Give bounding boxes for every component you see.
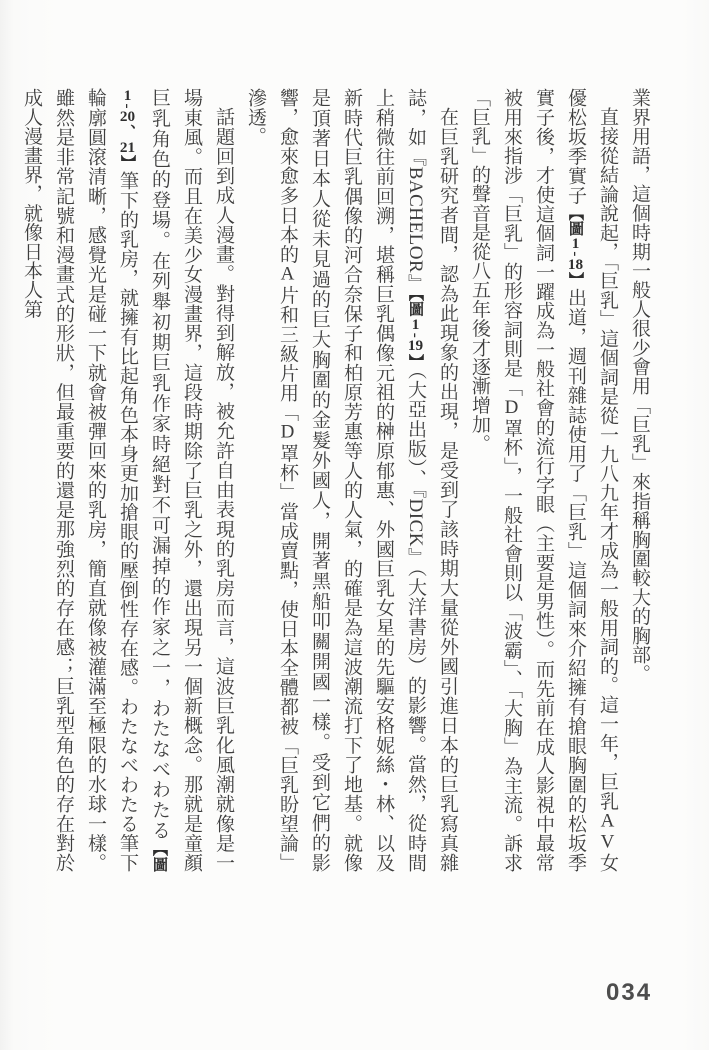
figure-number: 1 (411, 317, 420, 333)
text-run: 片和三級片用「 (277, 284, 298, 422)
text-run: 』 (405, 273, 426, 294)
text-run: 女優松坂季實子 (565, 88, 618, 873)
paragraph (463, 88, 623, 872)
upright-letter: D (501, 396, 522, 419)
figure-number: 1 (571, 235, 580, 252)
figure-number: 21 (119, 139, 136, 156)
text-run: 業界用語，這個時期一般人很少會用「巨乳」來指稱胸圍較大的胸部。 (629, 88, 650, 684)
magazine-title: BACHELOR (405, 166, 426, 274)
figure-number: 19 (407, 338, 424, 354)
text-run: 罩杯」當成賣點，使日本全體都被「巨乳盼望論」滲透。 (245, 88, 298, 872)
paragraph (15, 88, 239, 872)
upright-letter: D (277, 421, 298, 443)
upright-letter: AV (597, 810, 618, 853)
figure-reference: 【圖1-20、21】 (119, 88, 168, 872)
text-run: （大亞出版）、『 (405, 369, 426, 499)
text-run: 在巨乳研究者間，認為此現象的出現，是受到了該時期大量從外國引進日本的巨乳寫真雜誌，如『 (405, 88, 458, 872)
page-number: 034 (606, 979, 653, 1006)
figure-reference: 【圖1-19】 (407, 293, 424, 370)
figure-number: 1 (123, 88, 132, 104)
text-run: 話題回到成人漫畫。對得到解放，被允許自由表現的乳房而言，這波巨乳化風潮就像是一場東風。而且在美少女漫畫界，這段時期除了巨乳之外，還出現另一個新概念。那就是童顏巨乳角色的登場。在列舉初期巨乳作家時絕對不可漏掉的作家之一，わたなべわたる (149, 88, 234, 872)
text-run: 出道，週刊雜誌使用了「巨乳」這個詞來介紹擁有搶眼胸圍的松坂季實子後，才使這個詞一躍成為一般社會的流行字眼（主要是男性）。而先前在成人影視中最常被用來指涉「巨乳」的形容詞則是「 (501, 88, 586, 873)
paragraph (239, 88, 463, 872)
figure-reference: 【圖1-18】 (567, 204, 584, 288)
paragraph (623, 88, 655, 872)
text-run: 罩杯」，一般社會則以「波霸」、「大胸」為主流。訴求「巨乳」的聲音是從八五年後才逐漸增加。 (469, 88, 522, 873)
text-run: 直接從結論說起，「巨乳」這個詞是從一九八九年才成為一般用詞的。這一年，巨乳 (597, 107, 618, 811)
article-text (21, 88, 655, 873)
upright-letter: A (277, 263, 298, 285)
magazine-title: DICK (405, 498, 426, 547)
text-run: 』（大洋書房）的影響。當然，從時間上稍微往前回溯，堪稱巨乳偶像元祖的榊原郁惠、外國巨乳女星的先驅安格妮絲・林、以及新時代巨乳偶像的河合奈保子和柏原芳惠等人的人氣，的確是為這波潮流打下了地基。就像是頂著日本人從未見過的巨大胸圍的金髮外國人，開著黑船叩關開國一樣。受到它們的影響，愈來愈多日本的 (277, 88, 426, 872)
text-run: 筆下的乳房，就擁有比起角色本身更加搶眼的壓倒性存在感。わたなべわたる筆下輪廓圓滾清晰，感覺光是碰一下就會被彈回來的乳房，簡直就像被灌滿至極限的水球一樣。雖然是非常記號和漫畫式的形狀，但最重要的還是那強烈的存在感；巨乳型角色的存在對於成人漫畫界，就像日本人第 (21, 88, 138, 873)
figure-number: 18 (567, 256, 584, 272)
figure-number: 20 (119, 108, 136, 125)
